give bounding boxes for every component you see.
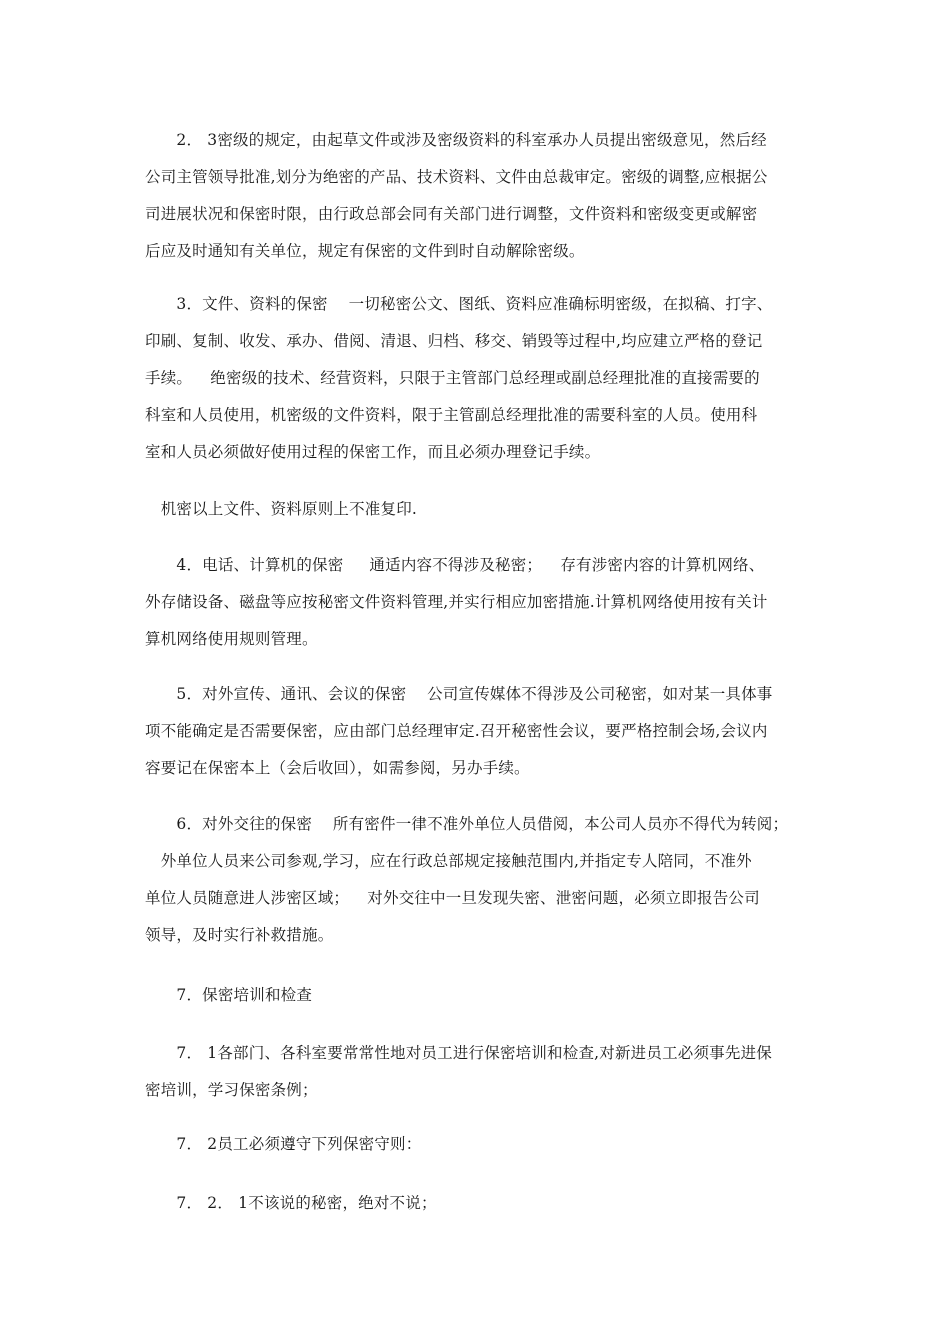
text-line: 公司主管领导批准,划分为绝密的产品、技术资料、文件由总裁审定。密级的调整,应根据公 — [145, 168, 768, 186]
paragraph-document-confidentiality — [145, 286, 810, 471]
text-line: 后应及时通知有关单位，规定有保密的文件到时自动解除密级。 — [145, 242, 585, 260]
text-line: 7． 2员工必须遵守下列保密守则： — [145, 1135, 422, 1153]
text-line: 手续。 绝密级的技术、经营资料，只限于主管部门总经理或副总经理批准的直接需要的 — [145, 369, 760, 387]
text-line: 7． 2． 1不该说的秘密，绝对不说； — [145, 1194, 437, 1212]
text-line: 科室和人员使用，机密级的文件资料，限于主管副总经理批准的需要科室的人员。使用科 — [145, 406, 758, 424]
text-line: 机密以上文件、资料原则上不准复印. — [145, 500, 418, 518]
text-line: 单位人员随意进人涉密区域； 对外交往中一旦发现失密、泄密问题，必须立即报告公司 — [145, 889, 760, 907]
text-line: 7．保密培训和检查 — [145, 986, 313, 1004]
paragraph-external-contact-confidentiality — [145, 806, 810, 954]
paragraph-training-heading — [145, 977, 810, 1014]
text-line: 密培训，学习保密条例； — [145, 1081, 318, 1099]
text-line: 4．电话、计算机的保密 通适内容不得涉及秘密； 存有涉密内容的计算机网络、 — [145, 556, 765, 574]
text-line: 印刷、复制、收发、承办、借阅、清退、归档、移交、销毁等过程中,均应建立严格的登记 — [145, 332, 763, 350]
text-line: 7． 1各部门、各科室要常常性地对员工进行保密培训和检查,对新进员工必须事先进保 — [145, 1044, 772, 1062]
text-line: 3．文件、资料的保密 一切秘密公文、图纸、资料应准确标明密级，在拟稿、打字、 — [145, 295, 773, 313]
paragraph-rule-one — [145, 1185, 810, 1222]
paragraph-no-copying — [145, 491, 810, 528]
text-line: 容要记在保密本上（会后收回），如需参阅，另办手续。 — [145, 759, 530, 777]
text-line: 6．对外交往的保密 所有密件一律不准外单位人员借阅，本公司人员亦不得代为转阅； — [145, 815, 789, 833]
text-line: 算机网络使用规则管理。 — [145, 630, 318, 648]
paragraph-phone-computer-confidentiality — [145, 547, 810, 658]
paragraph-training-requirement — [145, 1035, 810, 1109]
paragraph-external-publicity-confidentiality — [145, 676, 810, 787]
text-line: 领导，及时实行补救措施。 — [145, 926, 334, 944]
text-line: 2． 3密级的规定，由起草文件或涉及密级资料的科室承办人员提出密级意见，然后经 — [145, 131, 767, 149]
text-line: 外存储设备、磁盘等应按秘密文件资料管理,并实行相应加密措施.计算机网络使用按有关计 — [145, 593, 768, 611]
text-line: 司进展状况和保密时限，由行政总部会同有关部门进行调整，文件资料和密级变更或解密 — [145, 205, 758, 223]
paragraph-employee-rules — [145, 1126, 810, 1163]
text-line: 外单位人员来公司参观,学习，应在行政总部规定接触范围内,并指定专人陪同，不准外 — [145, 852, 752, 870]
paragraph-secret-level-rules — [145, 122, 810, 270]
text-line: 5．对外宣传、通讯、会议的保密 公司宣传媒体不得涉及公司秘密，如对某一具体事 — [145, 685, 773, 703]
text-line: 室和人员必须做好使用过程的保密工作，而且必须办理登记手续。 — [145, 443, 601, 461]
text-line: 项不能确定是否需要保密，应由部门总经理审定.召开秘密性会议，要严格控制会场,会议内 — [145, 722, 768, 740]
